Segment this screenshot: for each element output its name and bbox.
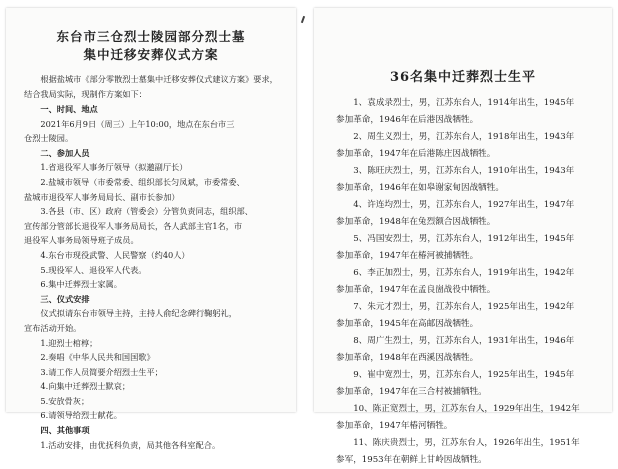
martyr-entry-line: 参加革命，1946年在如皋谢家甸因战牺牲。 xyxy=(336,183,504,193)
martyr-entry xyxy=(336,163,594,197)
martyr-entry-line: 参加革命，1947年在椿河被捕牺牲。 xyxy=(336,251,479,261)
martyr-entry-line: 参加革命，1947年在孟良崮战役中牺牲。 xyxy=(336,285,496,295)
plan-line: 2021年6月9日（周三）上午10:00，地点在东台市三 xyxy=(40,118,235,129)
plan-line: 宣布活动开始。 xyxy=(24,322,82,333)
martyr-entry-line: 参加革命，1946年在后港因战牺牲。 xyxy=(336,115,479,125)
martyr-entry-line: 3、陈旺庆烈士，男，江苏东台人，1910年出生，1943年 xyxy=(353,166,575,176)
martyr-entry-line: 参加革命，1947年椿河牺牲。 xyxy=(336,421,453,431)
plan-body xyxy=(6,102,296,452)
martyr-entry-line: 9、崔中宽烈士，男，江苏东台人，1925年出生，1945年 xyxy=(353,370,575,380)
martyr-entry xyxy=(336,197,594,231)
plan-section-heading: 一、时间、地点 xyxy=(40,104,98,114)
martyr-entry xyxy=(336,95,594,129)
martyr-entry-line: 8、周广生烈士，男，江苏东台人，1931年出生，1946年 xyxy=(353,336,575,346)
plan-line: 5.安放骨灰； xyxy=(40,395,90,406)
martyr-entry-line: 参加革命，1945年在高邮因战牺牲。 xyxy=(336,319,479,329)
plan-line: 6.请领导给烈士献花。 xyxy=(40,410,122,421)
martyr-entry xyxy=(336,265,594,299)
plan-title xyxy=(6,28,296,64)
plan-line: 2.盐城市领导（市委常委、组织部长匀凤斌，市委常委、 xyxy=(40,176,245,187)
martyr-entry-line: 4、许连均烈士，男，江苏东台人，1927年出生，1947年 xyxy=(353,200,575,210)
martyr-entry-line: 参加革命，1948年在西溪因战牺牲。 xyxy=(336,353,479,363)
plan-line: 2.奏唱《中华人民共和国国歌》 xyxy=(40,352,155,363)
biography-list xyxy=(314,95,612,469)
martyr-entry-line: 参加革命，1947年在后港陈庄因战牺牲。 xyxy=(336,149,496,159)
plan-line: 1.省退役军人事务厅领导（拟邀副厅长） xyxy=(40,162,188,173)
martyr-entry xyxy=(336,231,594,265)
plan-line: 4.东台市现役武警、人民警察（约40人） xyxy=(40,249,190,260)
plan-line: 宣传部分管部长退役军人事务局局长，各人武部主官1名，市 xyxy=(24,220,243,231)
plan-line: 3.请工作人员简要介绍烈士生平； xyxy=(40,366,163,377)
plan-section-heading: 二、参加人员 xyxy=(40,147,90,158)
martyr-entry-line: 5、冯国安烈士，男，江苏东台人，1912年出生，1945年 xyxy=(353,234,575,244)
plan-document-page xyxy=(6,8,296,450)
biography-page xyxy=(314,8,612,465)
martyr-entry xyxy=(336,367,594,401)
plan-line: 1.迎烈士棺椁； xyxy=(40,337,98,348)
martyr-entry-line: 参军，1953年在朝鲜上甘岭因战牺牲。 xyxy=(336,455,487,465)
tick-mark xyxy=(301,16,305,23)
plan-line: 3.各县（市、区）政府（管委会）分管负责同志，组织部、 xyxy=(40,206,253,217)
martyr-entry-line: 10、陈正宽烈士，男，江苏东台人，1929年出生，1942年 xyxy=(353,404,580,414)
martyr-entry-line: 2、周生义烈士，男，江苏东台人，1918年出生，1943年 xyxy=(353,132,575,142)
martyr-entry xyxy=(336,401,594,435)
martyr-entry xyxy=(336,299,594,333)
martyr-entry xyxy=(336,129,594,163)
martyr-entry-line: 7、朱元才烈士，男，江苏东台人，1925年出生，1942年 xyxy=(353,302,575,312)
martyr-entry-line: 参加革命，1948年在兔烈额合因战牺牲。 xyxy=(336,217,496,227)
plan-intro: 根据盐城市《部分零散烈士墓集中迁移安葬仪式建议方案》要求，结合我局实际，现制作方案如下： xyxy=(24,74,278,99)
plan-line: 盐城市退役军人事务局局长、副市长参加） xyxy=(24,191,180,202)
plan-title-line2: 集中迁移安葬仪式方案 xyxy=(83,47,219,62)
martyr-entry-line: 11、陈庆贵烈士，男，江苏东台人，1926年出生，1951年 xyxy=(353,438,580,448)
plan-section-heading: 四、其他事项 xyxy=(40,425,90,436)
plan-line: 退役军人事务局领导班子成员。 xyxy=(24,235,139,246)
plan-line: 6.集中迁葬烈士家属。 xyxy=(40,279,122,290)
plan-line: 4.向集中迁葬烈士默哀； xyxy=(40,381,131,392)
martyr-entry xyxy=(336,333,594,367)
plan-line: 仪式拟请东台市领导主持，主持人俞纪念碑行鞠躬礼， xyxy=(40,308,237,319)
biography-title: 36名集中迁葬烈士生平 xyxy=(389,70,537,85)
plan-line: 5.现役军人、退役军人代表。 xyxy=(40,264,147,275)
martyr-entry-line: 参加革命，1947年在三合村被捕牺牲。 xyxy=(336,387,487,397)
martyr-entry-line: 6、李正加烈士，男，江苏东台人，1919年出生，1942年 xyxy=(353,268,575,278)
plan-title-line1: 东台市三仓烈士陵园部分烈士墓 xyxy=(56,29,246,44)
martyr-entry-line: 1、袁成录烈士，男，江苏东台人，1914年出生，1945年 xyxy=(353,98,575,108)
plan-section-heading: 三、仪式安排 xyxy=(40,293,90,304)
martyr-entry xyxy=(336,435,594,469)
plan-line: 1.活动安排，由优抚科负责，局其他各科室配合。 xyxy=(40,439,221,450)
plan-line: 仓烈士陵园。 xyxy=(24,133,74,144)
